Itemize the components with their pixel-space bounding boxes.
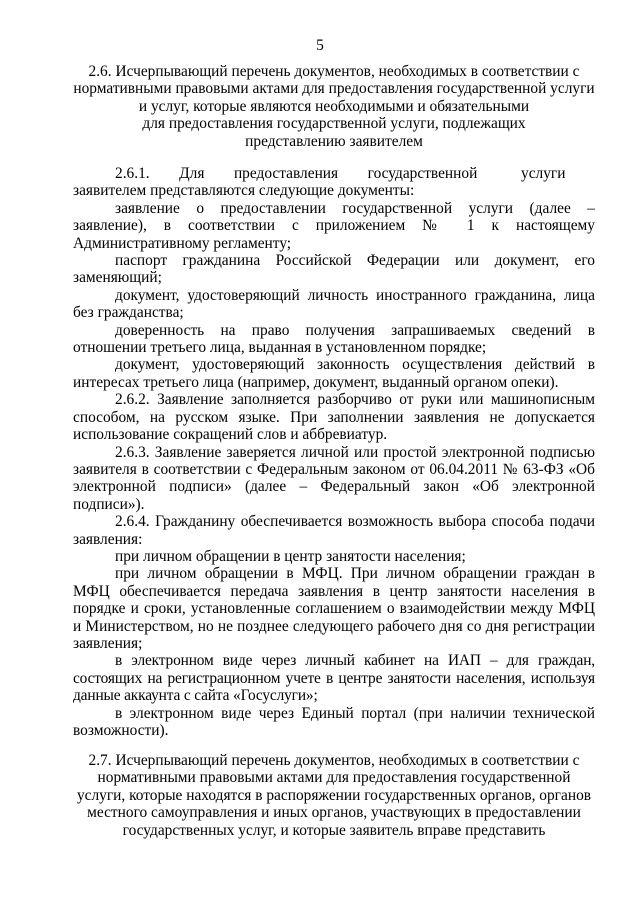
paragraph-employment-center: при личном обращении в центр занятости населения; (115, 547, 466, 565)
paragraph-2-6-2: 2.6.2. Заявление заполняется разборчиво от руки или машинописным способом, на русском языке. При заполнении заявления не допускается использование сокращений слов и аббревиатур. (73, 391, 595, 444)
paragraph-mfc: при личном обращении в МФЦ. При личном обращении граждан в МФЦ обеспечивается передача заявления в центр занятости населения в порядке и сроки, установленные соглашением о взаимодействии между МФЦ и Министерством, но не позднее следующего рабочего дня со дня регистрации заявления; (73, 565, 595, 652)
heading-line: 2.6. Исчерпывающий перечень документов, необходимых в соответствии с (88, 63, 580, 80)
paragraph-2-6-1: 2.6.1. Для предоставления государственной услуги заявителем представляются следующие документы: (73, 165, 595, 200)
paragraph-unified-portal: в электронном виде через Единый портал (при наличии технической возможности). (73, 704, 595, 739)
section-2-6-body (73, 165, 595, 739)
heading-line: нормативными правовыми актами для предоставления государственной (97, 769, 571, 787)
heading-line: услуги, которые находятся в распоряжении государственных органов, органов (76, 786, 592, 804)
paragraph-2-6-4: 2.6.4. Гражданину обеспечивается возможность выбора способа подачи заявления: (73, 513, 595, 548)
paragraph-power-of-attorney: доверенность на право получения запрашиваемых сведений в отношении третьего лица, выданная в установленном порядке; (73, 321, 595, 357)
paragraph-iap-cabinet: в электронном виде через личный кабинет на ИАП – для граждан, состоящих на регистрационном учете в центре занятости населения, используя данные аккаунта с сайта «Госуслуги»; (73, 652, 595, 705)
heading-line: государственных услуг, и которые заявитель вправе представить (122, 821, 546, 839)
heading-line: представлению заявителем (245, 132, 423, 150)
paragraph-2-6-3: 2.6.3. Заявление заверяется личной или простой электронной подписью заявителя в соответствии с Федеральным законом от 06.04.2011 № 63-ФЗ «Об электронной подписи» (далее – Федеральный закон «Об электронной подписи»). (73, 443, 595, 513)
heading-line: и услуг, которые являются необходимыми и обязательными (138, 97, 530, 115)
paragraph-third-party-document: документ, удостоверяющий законность осуществления действий в интересах третьего лица (например, документ, выданный органом опеки). (73, 356, 595, 391)
paragraph-application: заявление о предоставлении государственной услуги (далее – заявление), в соответствии с приложением № 1 к настоящему Административному регламенту; (73, 199, 595, 252)
heading-line: нормативными правовыми актами для предоставления государственной услуги (73, 80, 595, 98)
heading-line: 2.7. Исчерпывающий перечень документов, необходимых в соответствии с (88, 752, 580, 769)
heading-line: для предоставления государственной услуги, подлежащих (142, 115, 526, 133)
paragraph-passport: паспорт гражданина Российской Федерации или документ, его заменяющий; (73, 252, 595, 287)
page-number: 5 (316, 37, 324, 54)
heading-line: местного самоуправления и иных органов, участвующих в предоставлении (87, 804, 581, 822)
paragraph-foreign-id: документ, удостоверяющий личность иностранного гражданина, лица без гражданства; (73, 286, 595, 322)
section-2-7-heading (73, 752, 595, 839)
section-2-6-heading (73, 63, 595, 150)
